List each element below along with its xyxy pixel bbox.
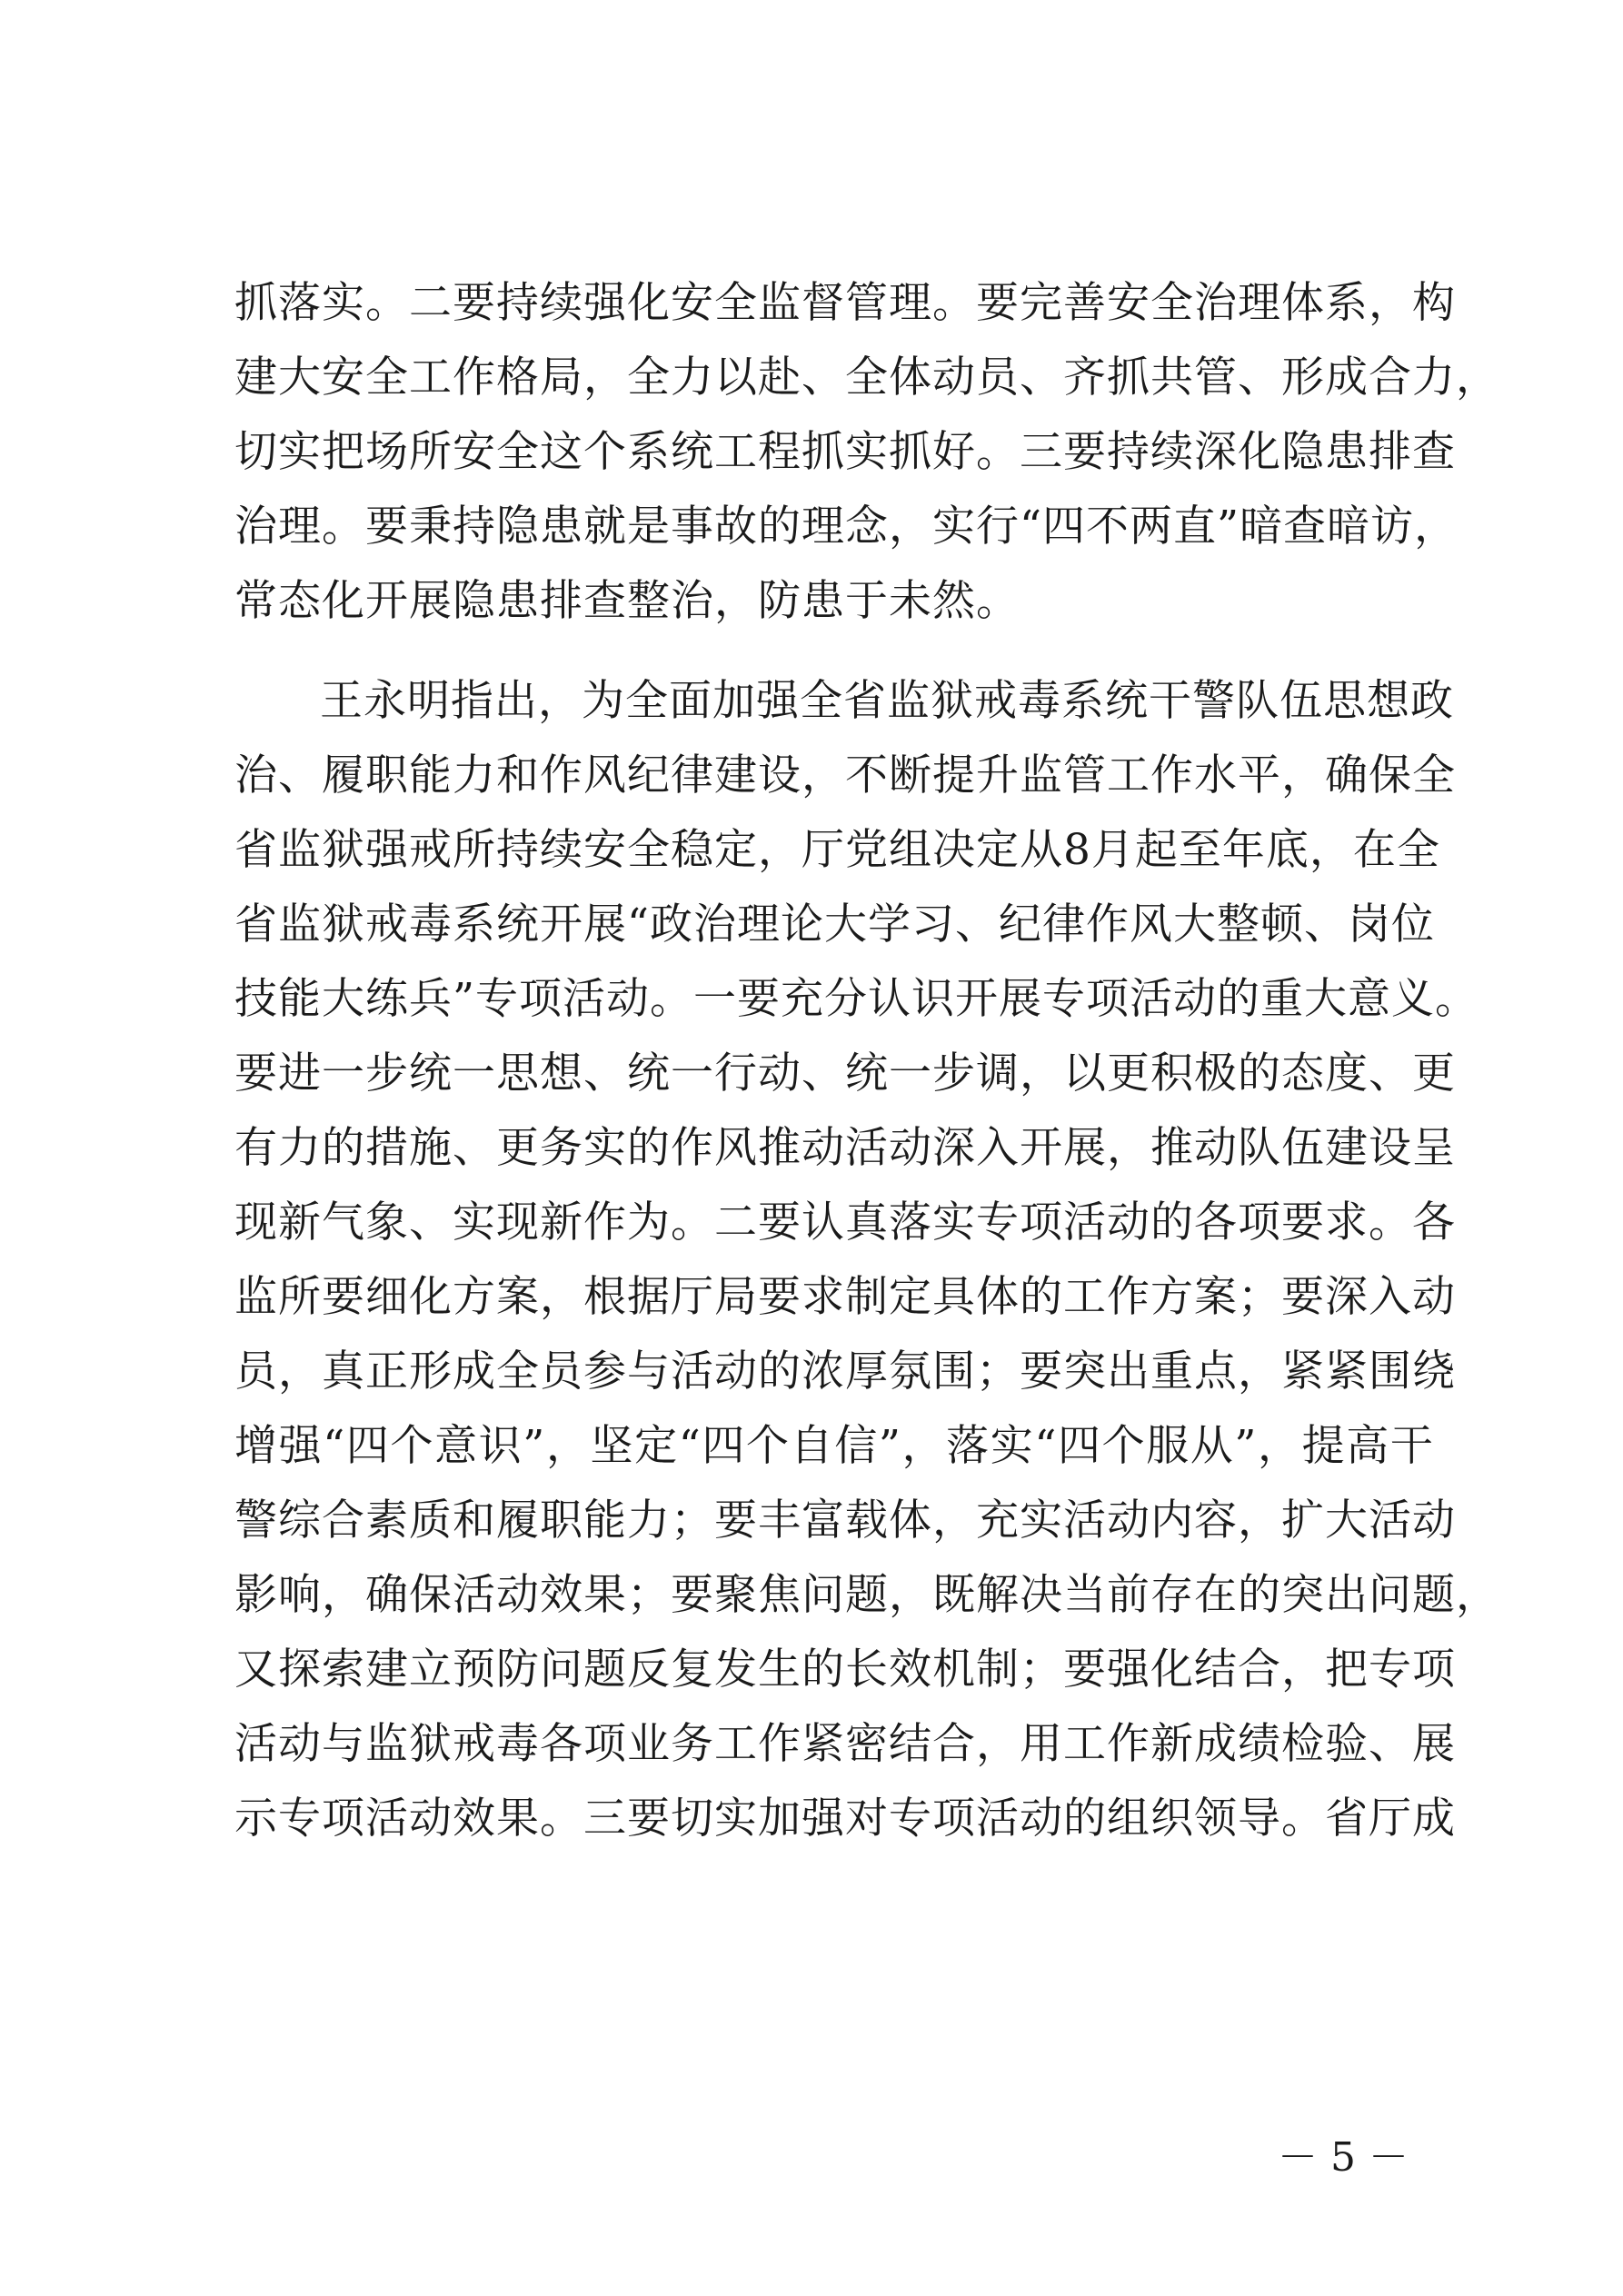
paragraph-line: 治 理 。 要 秉 持 隐 患 就 是 事 故 的 理 念 ， 实 行 “ 四 不 两 直 ” 暗 查 暗 访 ， <box>234 502 1459 552</box>
paragraph-line: 警 综 合 素 质 和 履 职 能 力 ； 要 丰 富 载 体 ， 充 实 活 动 内 容 ， 扩 大 活 动 <box>234 1496 1456 1546</box>
paragraph-line: 切 实 把 场 所 安 全 这 个 系 统 工 程 抓 实 抓 好 。 三 要 持 续 深 化 隐 患 排 查 <box>234 427 1456 477</box>
paragraph-line: 要 进 一 步 统 一 思 想 、 统 一 行 动 、 统 一 步 调 ， 以 更 积 极 的 态 度 、 更 <box>234 1049 1456 1098</box>
paragraph-line: 增 强 “ 四 个 意 识 ” ， 坚 定 “ 四 个 自 信 ” ， 落 实 “ 四 个 服 从 ” ， 提 高 干 <box>234 1421 1434 1471</box>
paragraph-line: 抓 落 实 。 二 要 持 续 强 化 安 全 监 督 管 理 。 要 完 善 安 全 治 理 体 系 ， 构 <box>234 278 1456 328</box>
paragraph-gap <box>234 639 1434 664</box>
paragraph-line: 建 大 安 全 工 作 格 局 ， 全 力 以 赴 、 全 体 动 员 、 齐 抓 共 管 、 形 成 合 力 ， <box>234 353 1499 403</box>
body-text <box>234 266 1499 1856</box>
paragraph-line: 监 所 要 细 化 方 案 ， 根 据 厅 局 要 求 制 定 具 体 的 工 作 方 案 ； 要 深 入 动 <box>234 1272 1456 1322</box>
paragraph-line: 示 专 项 活 动 效 果 。 三 要 切 实 加 强 对 专 项 活 动 的 组 织 领 导 。 省 厅 成 <box>234 1794 1456 1844</box>
paragraph-line: 又 探 索 建 立 预 防 问 题 反 复 发 生 的 长 效 机 制 ； 要 强 化 结 合 ， 把 专 项 <box>234 1645 1456 1695</box>
paragraph-line: 治 、 履 职 能 力 和 作 风 纪 律 建 设 ， 不 断 提 升 监 管 工 作 水 平 ， 确 保 全 <box>234 750 1456 800</box>
paragraph-line: 员 ， 真 正 形 成 全 员 参 与 活 动 的 浓 厚 氛 围 ； 要 突 出 重 点 ， 紧 紧 围 绕 <box>234 1347 1456 1396</box>
paragraph-line: 影 响 ， 确 保 活 动 效 果 ； 要 聚 焦 问 题 ， 既 解 决 当 前 存 在 的 突 出 问 题 ， <box>234 1570 1499 1620</box>
paragraph-line: 常态化开展隐患排查整治，防患于未然。 <box>234 576 1020 626</box>
paragraph-2 <box>234 664 1499 1856</box>
paragraph-line: 省 监 狱 强 戒 所 持 续 安 全 稳 定 ， 厅 党 组 决 定 从 8 月 起 至 年 底 ， 在 全 <box>234 825 1440 875</box>
paragraph-1 <box>234 266 1499 639</box>
paragraph-line: 活 动 与 监 狱 戒 毒 各 项 业 务 工 作 紧 密 结 合 ， 用 工 作 新 成 绩 检 验 、 展 <box>234 1719 1456 1769</box>
paragraph-line: 现 新 气 象 、 实 现 新 作 为 。 二 要 认 真 落 实 专 项 活 动 的 各 项 要 求 。 各 <box>234 1198 1456 1247</box>
paragraph-line: 技 能 大 练 兵 ” 专 项 活 动 。 一 要 充 分 认 识 开 展 专 项 活 动 的 重 大 意 义 。 <box>234 974 1479 1024</box>
paragraph-line: 王 永 明 指 出 ， 为 全 面 加 强 全 省 监 狱 戒 毒 系 统 干 警 队 伍 思 想 政 <box>320 676 1454 726</box>
paragraph-line: 省 监 狱 戒 毒 系 统 开 展 “ 政 治 理 论 大 学 习 、 纪 律 作 风 大 整 顿 、 岗 位 <box>234 900 1436 949</box>
page-number: － 5 － <box>1278 2134 1409 2181</box>
paragraph-line: 有 力 的 措 施 、 更 务 实 的 作 风 推 动 活 动 深 入 开 展 ， 推 动 队 伍 建 设 呈 <box>234 1123 1456 1173</box>
